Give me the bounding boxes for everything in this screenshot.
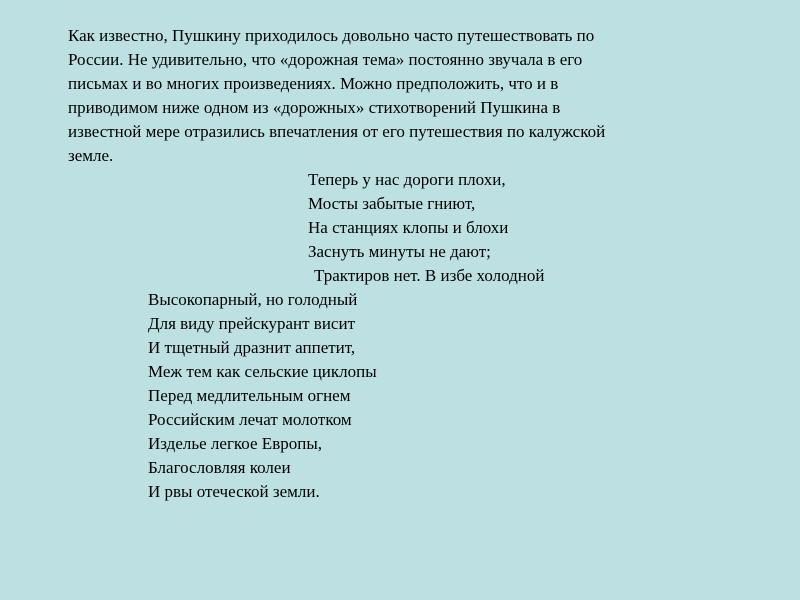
intro-paragraph <box>68 24 718 168</box>
poem <box>0 168 800 504</box>
poem-line: Благословляя колеи <box>148 458 291 477</box>
poem-line: Российским лечат молотком <box>148 410 352 429</box>
poem-line: Теперь у нас дороги плохи, <box>308 170 506 189</box>
poem-line: На станциях клопы и блохи <box>308 218 509 237</box>
poem-line: И тщетный дразнит аппетит, <box>148 338 356 357</box>
poem-line: Трактиров нет. В избе холодной <box>314 266 545 285</box>
poem-line: И рвы отеческой земли. <box>148 482 320 501</box>
intro-line: Как известно, Пушкину приходилось довольно часто путешествовать по <box>68 26 595 45</box>
poem-line: Меж тем как сельские циклопы <box>148 362 377 381</box>
intro-line: письмах и во многих произведениях. Можно предположить, что и в <box>68 74 559 93</box>
poem-line: Высокопарный, но голодный <box>148 290 358 309</box>
poem-line: Мосты забытые гниют, <box>308 194 476 213</box>
poem-line: Изделье легкое Европы, <box>148 434 322 453</box>
intro-line: приводимом ниже одном из «дорожных» стихотворений Пушкина в <box>68 98 561 117</box>
poem-line: Для виду прейскурант висит <box>148 314 355 333</box>
intro-line: России. Не удивительно, что «дорожная тема» постоянно звучала в его <box>68 50 583 69</box>
intro-line: известной мере отразились впечатления от его путешествия по калужской <box>68 122 606 141</box>
intro-line: земле. <box>68 146 114 165</box>
poem-line: Перед медлительным огнем <box>148 386 351 405</box>
poem-line: Заснуть минуты не дают; <box>308 242 491 261</box>
